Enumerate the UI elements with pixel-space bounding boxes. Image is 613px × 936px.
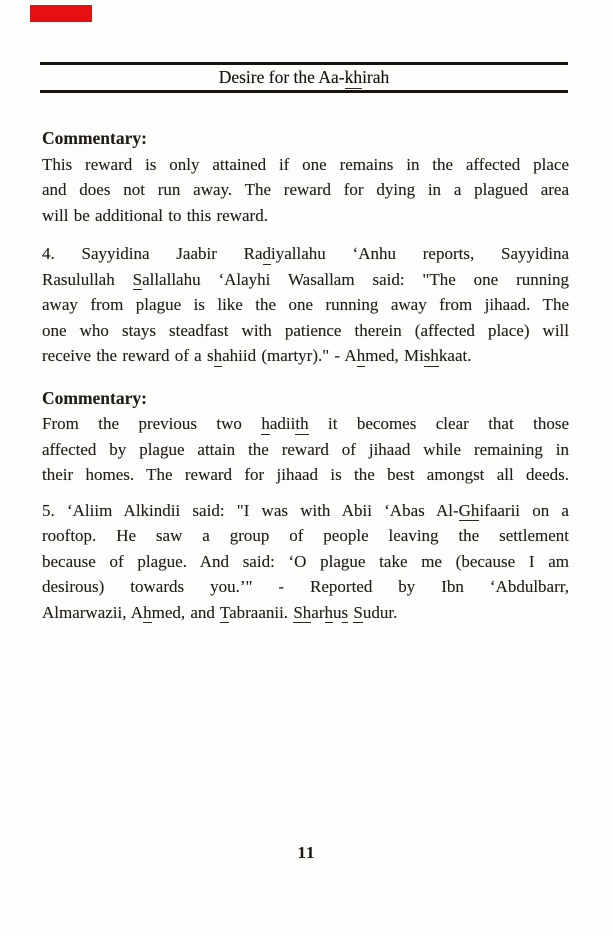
text-line — [42, 152, 569, 178]
underlined-letters: T — [219, 602, 230, 622]
text-run: adii — [269, 414, 296, 433]
text-run: This reward is only attained if one remains in the affected place — [42, 154, 569, 174]
underlined-letters: Sh — [293, 602, 312, 622]
text-line — [42, 498, 569, 524]
text-run: desirous) towards you.’" - Reported by Ibn ‘Abdulbarr, — [42, 577, 569, 596]
underlined-letters: h — [324, 602, 333, 622]
paragraph — [42, 241, 569, 369]
text-run: 4. Sayyidina Jaabir Ra — [42, 244, 263, 263]
underlined-letters: S — [353, 602, 363, 622]
text-run: will be additional to this reward. — [42, 205, 268, 225]
underlined-letters: h — [356, 346, 366, 365]
red-scan-artifact — [30, 5, 92, 22]
underlined-letters: th — [295, 414, 309, 433]
text-run: receive the reward of a s — [42, 346, 214, 365]
text-run: ahiid (martyr)." - A — [222, 346, 357, 365]
text-line — [42, 549, 569, 575]
text-run: abraanii. — [229, 602, 294, 622]
text-line — [42, 411, 569, 437]
text-run: kaat. — [438, 346, 472, 365]
page-body — [42, 120, 569, 625]
underlined-letters: sh — [423, 346, 439, 365]
text-run: From the previous two — [42, 414, 262, 433]
underlined-letters: h — [213, 346, 223, 365]
page-number: 11 — [297, 843, 316, 862]
text-line — [42, 462, 569, 488]
text-run: allallahu ‘Alayhi Wasallam said: "The one running — [142, 269, 569, 289]
text-line — [42, 267, 569, 293]
text-run: it becomes clear that those — [308, 414, 569, 433]
text-run: their homes. The reward for jihaad is the best amongst all deeds. — [42, 465, 569, 484]
text-line — [42, 437, 569, 463]
paragraph — [42, 498, 569, 626]
paragraph — [42, 152, 569, 229]
text-run: rooftop. He saw a group of people leaving the settlement — [42, 526, 569, 545]
text-run: Desire for the Aa- — [218, 67, 345, 87]
text-line — [42, 292, 569, 318]
underlined-letters: h — [261, 414, 270, 433]
page-header — [40, 62, 568, 93]
text-run: and does not run away. The reward for dying in a plagued area — [42, 180, 569, 199]
section-heading: Commentary: — [42, 128, 147, 148]
text-line — [42, 177, 569, 203]
text-line — [42, 600, 569, 626]
section-heading: Commentary: — [42, 387, 147, 408]
underlined-letters: h — [143, 602, 152, 622]
underlined-letters: kh — [344, 67, 363, 87]
text-line — [42, 343, 569, 369]
text-line — [42, 203, 569, 229]
text-run: because of plague. And said: ‘O plague take me (because I am — [42, 551, 569, 571]
text-run: med, and — [151, 602, 220, 622]
paragraph — [42, 411, 569, 488]
text-line — [42, 318, 569, 344]
text-run: ifaarii on a — [479, 500, 569, 520]
text-run: Almarwazii, A — [42, 602, 144, 622]
text-run: u — [333, 602, 342, 622]
text-run: Rasulullah — [42, 269, 133, 289]
text-run: ar — [311, 602, 325, 622]
underlined-letters: s — [341, 602, 349, 622]
underlined-letters: d — [262, 244, 272, 263]
text-run: udur. — [362, 602, 398, 622]
underlined-letters: S — [132, 269, 143, 289]
underlined-letters: Gh — [458, 500, 480, 520]
text-run: irah — [362, 67, 390, 87]
text-line — [42, 241, 569, 267]
text-run: affected by plague attain the reward of jihaad while remaining in — [42, 439, 569, 459]
text-line — [42, 574, 569, 600]
header-rule-bottom — [40, 90, 568, 93]
text-run: iyallahu ‘Anhu reports, Sayyidina — [271, 244, 569, 263]
text-run: one who stays steadfast with patience therein (affected place) will — [42, 320, 569, 340]
text-run: away from plague is like the one running away from jihaad. The — [42, 295, 569, 314]
text-line — [42, 523, 569, 549]
text-run: med, Mi — [365, 346, 424, 365]
text-run: 5. ‘Aliim Alkindii said: "I was with Abii ‘Abas Al- — [42, 500, 459, 520]
page-header-title — [40, 65, 568, 90]
